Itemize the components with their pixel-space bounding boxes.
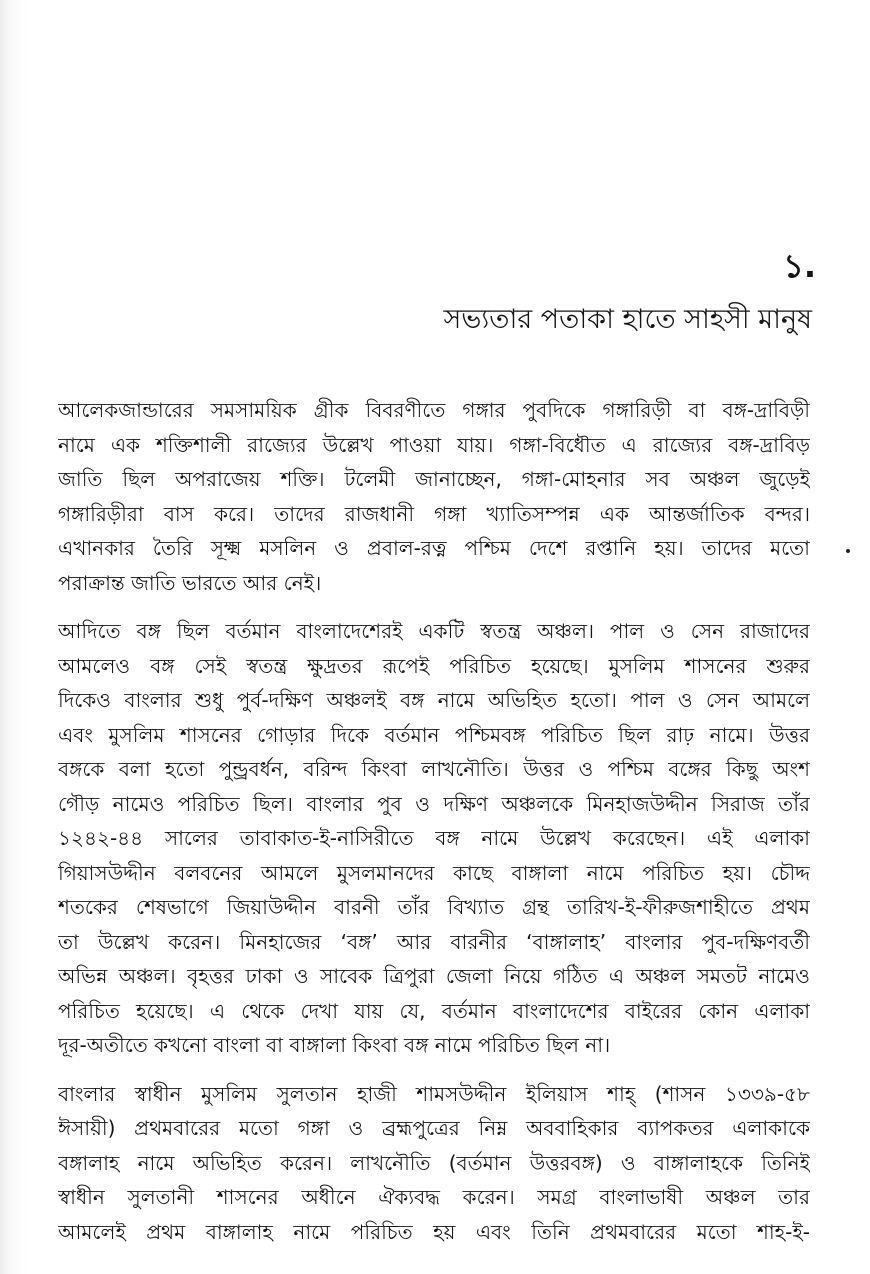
paragraph-3 [58,1077,810,1250]
text-line: অভিন্ন অঞ্চল। বৃহত্তর ঢাকা ও সাবেক ত্রিপুরা জেলা নিয়ে গঠিত এ অঞ্চল সমতট নামেও [58,964,810,988]
chapter-body [58,393,810,1263]
text-line: আমলেও বঙ্গ সেই স্বতন্ত্র ক্ষুদ্রতর রূপেই পরিচিত হয়েছে। মুসলিম শাসনের শুরুর [58,653,810,678]
text-line: দূর-অতীতে কখনো বাংলা বা বাঙ্গালা কিংবা বঙ্গ নামে পরিচিত ছিল না। [58,1033,611,1057]
paragraph-2 [58,614,810,1063]
text-line: এবং মুসলিম শাসনের গোড়ার দিকে বর্তমান পশ্চিমবঙ্গ পরিচিত ছিল রাঢ় নামে। উত্তর [58,722,810,747]
text-line: নামে এক শক্তিশালী রাজ্যের উল্লেখ পাওয়া যায়। গঙ্গা-বিধৌত এ রাজ্যের বঙ্গ-দ্রাবিড় [58,432,810,457]
text-line: গৌড় নামেও পরিচিত ছিল। বাংলার পুব ও দক্ষিণ অঞ্চলকে মিনহাজউদ্দীন সিরাজ তাঁর [58,791,810,816]
text-line: পরিচিত হয়েছে। এ থেকে দেখা যায় যে, বর্তমান বাংলাদেশের বাইরের কোন এলাকা [58,998,810,1023]
chapter-number: ১. [783,247,816,285]
text-line: আমলেই প্রথম বাঙ্গালাহ নামে পরিচিত হয় এবং তিনি প্রথমবারের মতো শাহ-ই- [58,1219,810,1244]
text-line: গিয়াসউদ্দীন বলবনের আমলে মুসলমানদের কাছে বাঙ্গালা নামে পরিচিত হয়। চৌদ্দ [58,860,810,885]
text-line: আদিতে বঙ্গ ছিল বর্তমান বাংলাদেশেরই একটি স্বতন্ত্র অঞ্চল। পাল ও সেন রাজাদের [58,619,810,643]
text-line: ১২৪২-৪৪ সালের তাবাকাত-ই-নাসিরীতে বঙ্গ নামে উল্লেখ করেছেন। এই এলাকা [58,826,810,850]
margin-dot [846,549,850,553]
text-line: এখানকার তৈরি সূক্ষ্ম মসলিন ও প্রবাল-রত্ন পশ্চিম দেশে রপ্তানি হয়। তাদের মতো [58,536,810,560]
text-line: বাংলার স্বাধীন মুসলিম সুলতান হাজী শামসউদ্দীন ইলিয়াস শাহ্ (শাসন ১৩৩৯-৫৮ [58,1081,810,1106]
text-line: ঈসায়ী) প্রথমবারের মতো গঙ্গা ও ব্রহ্মপুত্রের নিম্ন অববাহিকার ব্যাপকতর এলাকাকে [58,1116,810,1140]
text-line: আলেকজান্ডারের সমসাময়িক গ্রীক বিবরণীতে গঙ্গার পুবদিকে গঙ্গারিড়ী বা বঙ্গ-দ্রাবিড়ী [58,398,810,422]
text-line: দিকেও বাংলার শুধু পুর্ব-দক্ষিণ অঞ্চলই বঙ্গ নামে অভিহিত হতো। পাল ও সেন আমলে [58,688,810,712]
text-line: গঙ্গারিড়ীরা বাস করে। তাদের রাজধানী গঙ্গা খ্যাতিসম্পন্ন এক আন্তর্জাতিক বন্দর। [58,501,810,526]
text-line: তা উল্লেখ করেন। মিনহাজের ‘বঙ্গ’ আর বারনীর ‘বাঙ্গালাহ’ বাংলার পুব-দক্ষিণবর্তী [58,929,810,954]
text-line: স্বাধীন সুলতানী শাসনের অধীনে ঐক্যবদ্ধ করেন। সমগ্র বাংলাভাষী অঞ্চল তার [58,1185,810,1209]
text-line: বঙ্গকে বলা হতো পুন্ড্রবর্ধন, বরিন্দ কিংবা লাখনৌতি। উত্তর ও পশ্চিম বঙ্গের কিছু অংশ [58,757,810,781]
text-line: পরাক্রান্ত জাতি ভারতে আর নেই। [58,570,322,595]
text-line: শতকের শেষভাগে জিয়াউদ্দীন বারনী তাঁর বিখ্যাত গ্রন্থ তারিখ-ই-ফীরুজশাহীতে প্রথম [58,895,810,919]
chapter-title: সভ্যতার পতাকা হাতে সাহসী মানুষ [443,304,812,335]
text-line: জাতি ছিল অপরাজেয় শক্তি। টলেমী জানাচ্ছেন, গঙ্গা-মোহনার সব অঞ্চল জুড়েই [58,467,810,491]
text-line: বঙ্গালাহ নামে অভিহিত করেন। লাখনৌতি (বর্তমান উত্তরবঙ্গ) ও বাঙ্গালাহকে তিনিই [58,1150,810,1175]
paragraph-1 [58,393,810,600]
